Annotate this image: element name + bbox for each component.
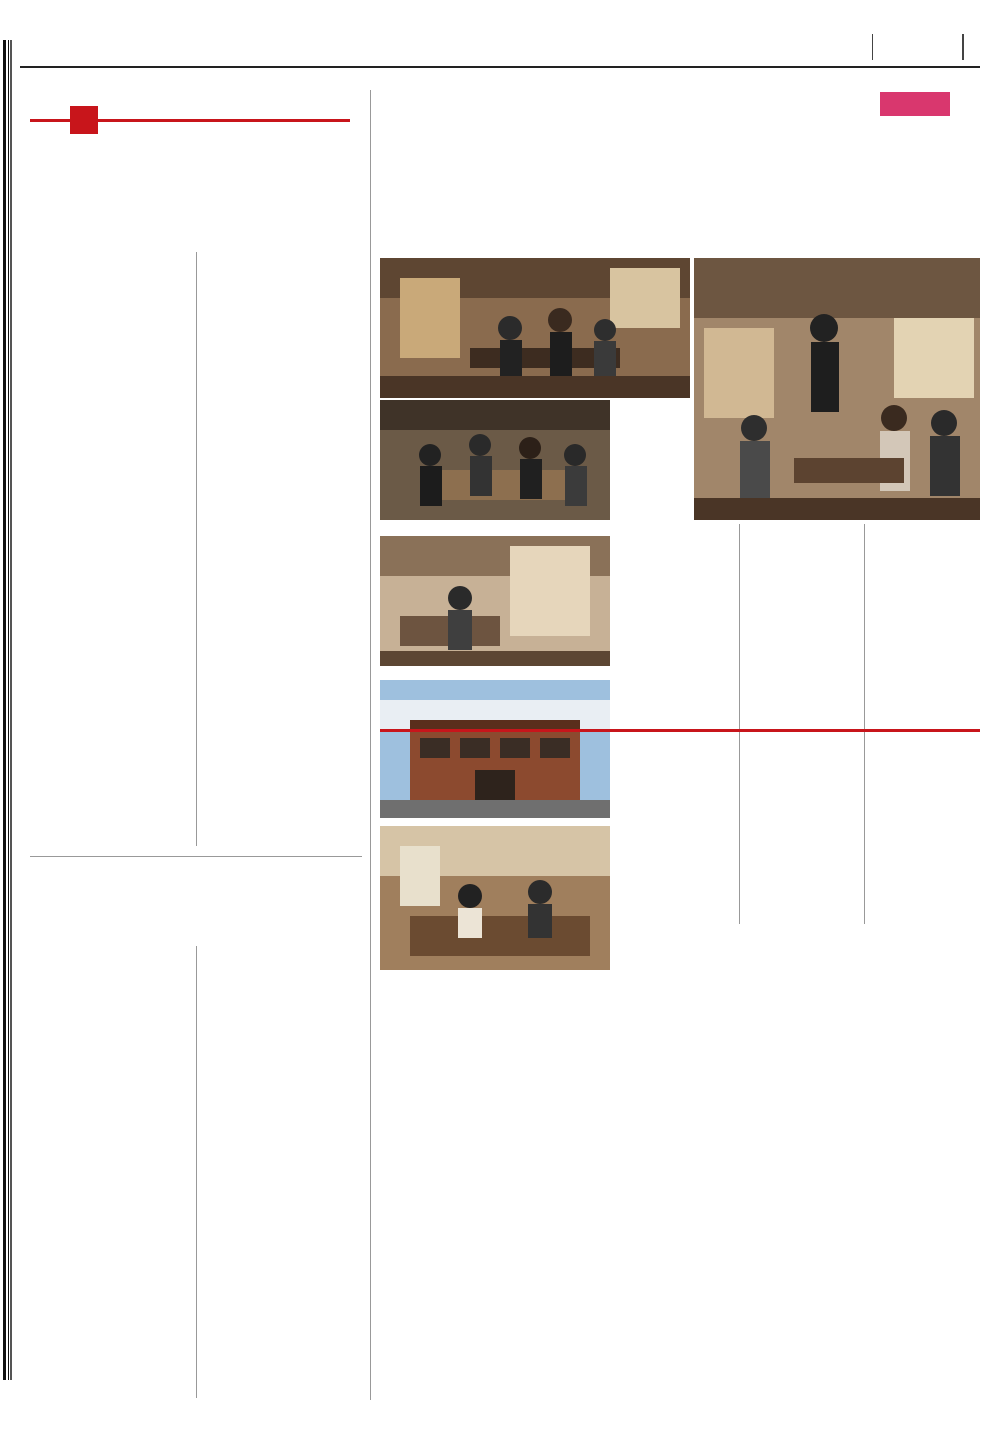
photo-chatting-guests [694, 258, 980, 520]
article2-column-2 [202, 946, 362, 1398]
section-tag-finance [380, 716, 980, 744]
trend-tag [880, 92, 950, 116]
tag-label [70, 106, 98, 134]
registration-barcode [0, 0, 14, 1436]
page-header [20, 30, 980, 68]
header-divider [872, 34, 873, 60]
main-column-rule [370, 90, 371, 1400]
article2-column-1 [30, 946, 190, 1398]
header-meta [20, 30, 28, 54]
photo-guesthouse-exterior [380, 680, 610, 818]
article1-column-1 [30, 252, 190, 846]
photo-guesthouse-corner [380, 536, 610, 666]
photo-food-introduction [380, 400, 610, 520]
column-rule [196, 946, 197, 1398]
article1-column-2 [202, 252, 362, 846]
article-separator [30, 856, 362, 857]
column-rule [196, 252, 197, 846]
tag-rule [380, 729, 980, 732]
page-number-divider [962, 34, 964, 60]
photo-front-desk [380, 826, 610, 970]
photo-cafe-coffee [380, 258, 690, 398]
section-tag-consumer [30, 106, 350, 134]
